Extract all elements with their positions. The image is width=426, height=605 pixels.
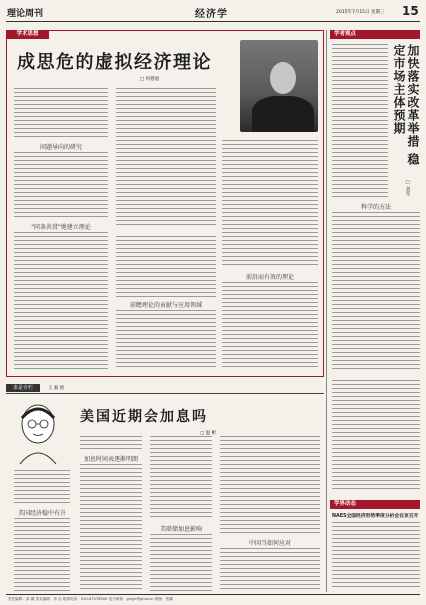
- main-col-2-a: [116, 88, 216, 228]
- page-number: 15: [402, 4, 419, 18]
- header-rule: [6, 21, 420, 22]
- sidebar-tag: 学者观点: [330, 30, 420, 39]
- main-article-tag: 学术思想: [6, 30, 49, 39]
- issue-date: 2015年7月15日 星期三: [336, 10, 385, 15]
- info-box-tag: 学界动态: [330, 500, 420, 509]
- main-article-author: □ 何德旭: [140, 77, 160, 82]
- bottom-article-tag-bar: [6, 384, 324, 394]
- right-col-lower: [332, 380, 420, 492]
- main-col-3-a: [222, 140, 318, 268]
- bottom-subhead-2: 加息时间表逐渐明朗: [83, 456, 138, 463]
- bottom-col-4-a: [220, 436, 320, 534]
- sidebar-title: 加快落实改革举措 稳定市场主体预期: [392, 44, 420, 167]
- bottom-article-title: 美国近期会加息吗: [80, 409, 208, 425]
- footer-credits: 责任编辑：薛 鹏 美术编辑：李 洁 联系电话：010-67078500 电子邮箱：gmjjx@gmw.cn 排版：张鹏: [8, 597, 173, 601]
- portrait-photo: [240, 40, 318, 132]
- bottom-col-1-b: [14, 518, 70, 592]
- footer-rule: [6, 594, 420, 595]
- bottom-article-illustrator: 王 毅 绘: [48, 386, 65, 391]
- bottom-article-author: □ 温 彬: [200, 431, 217, 436]
- bottom-article-tag: 求是专栏: [6, 384, 40, 392]
- section-name: 经济学: [195, 9, 228, 20]
- bottom-col-3-a: [150, 436, 212, 520]
- main-subhead-3: 前瞻理论的贡献与应用领域: [129, 302, 202, 309]
- masthead: 理论周刊: [7, 9, 44, 19]
- info-box-headline: NAES全国经济形势季度分析会在京召开: [332, 514, 419, 519]
- bottom-col-2-b: [80, 464, 142, 592]
- bottom-subhead-4: 中国当如何应对: [248, 540, 291, 547]
- bottom-col-2-a: [80, 436, 142, 450]
- bottom-subhead-3: 美联储加息影响: [159, 526, 202, 533]
- main-col-1-b: [14, 152, 108, 218]
- sidebar-col-b: [332, 212, 420, 372]
- main-subhead-2: "同条共贯"地建立理论: [31, 224, 91, 231]
- main-col-2-b: [116, 236, 216, 298]
- bottom-col-3-b: [150, 534, 212, 592]
- bottom-col-4-b: [220, 548, 320, 592]
- portrait-suit: [252, 96, 314, 132]
- main-col-2-c: [116, 310, 216, 370]
- main-col-1-c: [14, 232, 108, 370]
- column-divider: [326, 30, 327, 592]
- info-box-text: [332, 522, 420, 592]
- caricature-illustration: [14, 398, 62, 466]
- sidebar-subhead: 科学的方法: [360, 204, 391, 211]
- main-subhead-1: 问题导向的研究: [39, 144, 82, 151]
- main-col-3-b: [222, 282, 318, 370]
- main-article-title: 成思危的虚拟经济理论: [17, 52, 212, 73]
- bottom-subhead-1: 美国经济稳中有升: [17, 510, 66, 517]
- bottom-col-1-a: [14, 470, 70, 504]
- sidebar-col-a: [332, 44, 388, 200]
- sidebar-author: □ 刘雯: [405, 180, 410, 196]
- portrait-face: [270, 62, 296, 94]
- main-subhead-4: 前沿而有效的理论: [245, 274, 294, 281]
- caricature-drawing: [14, 398, 62, 466]
- main-col-1-a: [14, 88, 108, 138]
